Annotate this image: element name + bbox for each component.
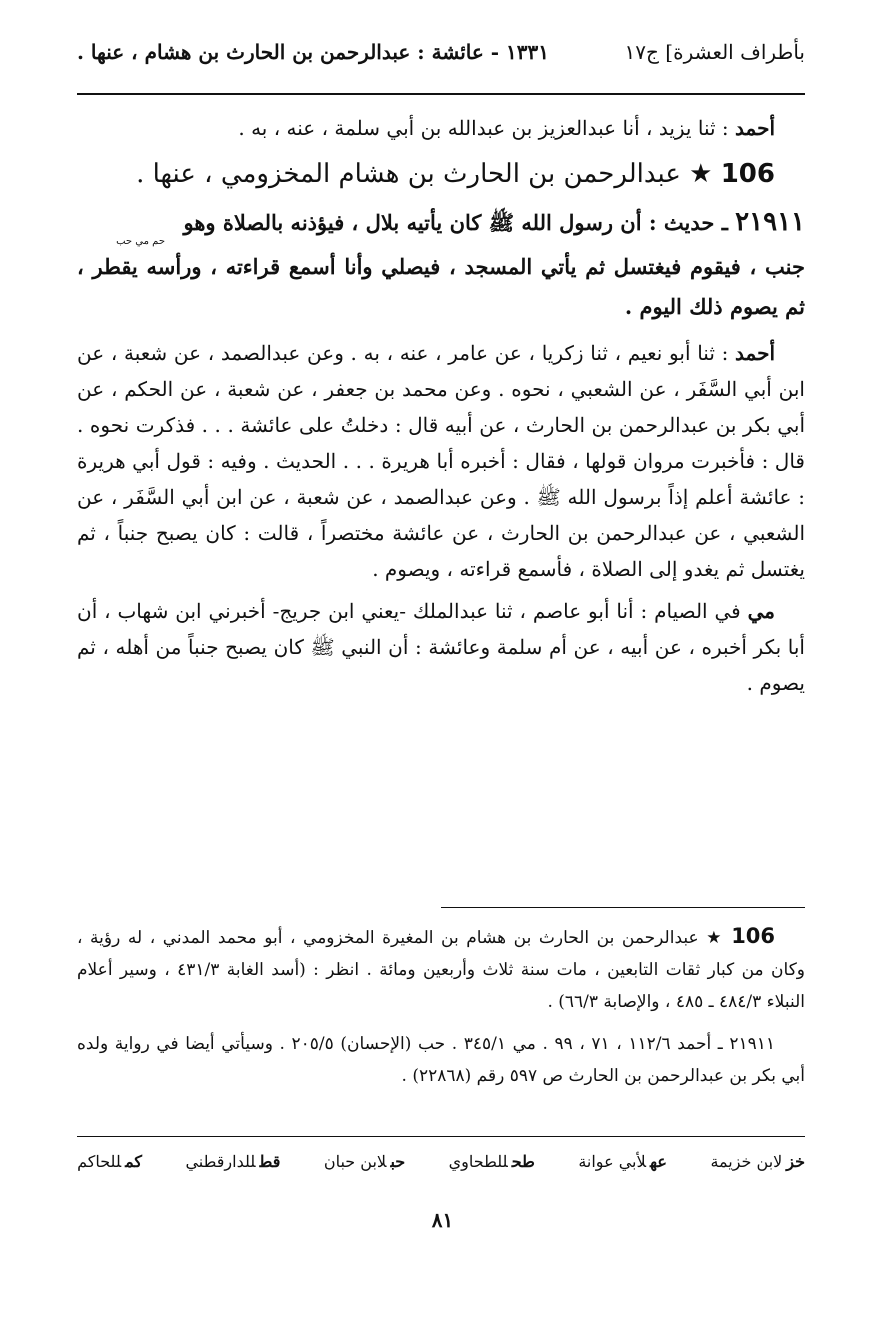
paragraph-text: : ثنا أبو نعيم ، ثنا زكريا ، عن عامر ، عنه ، به . وعن عبدالصمد ، عن شعبة ، عن ابن أبي السَّفَر ، عن الشعبي ، نحوه . وعن محمد بن جعفر ، عن شعبة ، عن الحكم ، عن أبي بكر بن عبدالرحمن بن الحارث ، عن أبيه قال : دخلتُ على عائشة . . . فذكرت نحوه . قال : فأخبرت مروان قولها ، فقال : أخبره أبا هريرة . . . الحديث . وفيه : قول أبي هريرة : عائشة أعلم إذاً برسول الله ﷺ . وعن عبدالصمد ، عن شعبة ، عن ابن أبي السَّفَر ، عن الشعبي ، عن عبدالرحمن بن الحارث ، عن عائشة مختصراً ، قالت : كان يصبح جنباً ، ثم يغتسل ثم يغدو إلى الصلاة ، فأسمع قراءته ، ويصوم . xyxy=(77,341,805,581)
source-sigla-note: حم مي حب xyxy=(116,236,165,247)
star-icon: ★ xyxy=(706,928,724,948)
footnotes xyxy=(77,920,805,1102)
biography-title: عبدالرحمن بن الحارث بن هشام المخزومي ، عنها . xyxy=(136,159,681,189)
paragraph-text: في الصيام : أنا أبو عاصم ، ثنا عبدالملك -يعني ابن جريج- أخبرني ابن شهاب ، أن أبا بكر أخبره ، عن أبيه ، عن أم سلمة وعائشة : أن النبي ﷺ كان يصبح جنباً من أهله ، ثم يصوم . xyxy=(77,599,805,695)
abbreviation-item: قطللدارقطني xyxy=(185,1152,281,1171)
hadith-text-a: أن رسول الله ﷺ كان يأتيه بلال ، فيؤذنه بالصلاة وهو xyxy=(183,210,642,235)
abbreviation-item: حبلابن حبان xyxy=(323,1152,406,1171)
source-label: أحمد xyxy=(735,116,775,140)
abbreviation-item: طحللطحاوي xyxy=(448,1152,535,1171)
biography-heading xyxy=(77,152,805,196)
footnote-rule xyxy=(441,907,805,908)
paragraph-ahmad xyxy=(77,335,805,587)
page-number: ٨١ xyxy=(431,1208,454,1232)
footnote-text: ٢١٩١١ ـ أحمد ١١٢/٦ ، ٧١ ، ٩٩ . مي ٣٤٥/١ . حب (الإحسان) ٢٠٥/٥ . وسيأتي أيضا في رواية ولده أبي بكر بن عبدالرحمن بن الحارث ص ٥٩٧ رقم (٢٢٨٦٨) . xyxy=(77,1034,805,1086)
footnote-hadith xyxy=(77,1028,805,1092)
header-chapter: ١٣٣١ - عائشة : عبدالرحمن بن الحارث بن هشام ، عنها . xyxy=(77,40,549,64)
chain-text: : ثنا يزيد ، أنا عبدالعزيز بن عبدالله بن أبي سلمة ، عنه ، به . xyxy=(238,116,729,140)
hadith-block xyxy=(77,202,805,327)
chain-line xyxy=(77,110,805,146)
footnote-text: عبدالرحمن بن الحارث بن هشام بن المغيرة المخزومي ، أبو محمد المدني ، له رؤية ، وكان من كبار ثقات التابعين ، مات سنة ثلاث وأربعين ومائة . انظر : (أسد الغابة ٤٣١/٣ ، وسير أعلام النبلاء ٤٨٤/٣ ـ ٤٨٥ ، والإصابة ٦٦/٣) . xyxy=(77,928,805,1012)
source-label: مي xyxy=(747,599,776,623)
running-header xyxy=(77,40,805,64)
footnote-biography xyxy=(77,920,805,1018)
abbreviations-rule xyxy=(77,1136,805,1137)
header-volume: بأطراف العشرة] ج١٧ xyxy=(624,40,805,64)
abbreviation-item: كمللحاكم xyxy=(77,1152,142,1171)
star-icon: ★ xyxy=(689,159,713,189)
hadith-label: ـ حديث : xyxy=(648,210,728,235)
source-label: أحمد xyxy=(735,341,775,365)
biography-number: 106 xyxy=(720,159,775,189)
header-rule xyxy=(77,93,805,95)
abbreviation-item: خزلابن خزيمة xyxy=(710,1152,805,1171)
footnote-number: 106 xyxy=(731,924,776,948)
main-text xyxy=(77,110,805,707)
abbreviation-item: عهلأبي عوانة xyxy=(578,1152,667,1171)
hadith-text-b: جنب ، فيقوم فيغتسل ثم يأتي المسجد ، فيصلي وأنا أسمع قراءته ، ورأسه يقطر ، ثم يصوم ذلك اليوم . xyxy=(77,254,805,319)
paragraph-darimi xyxy=(77,593,805,701)
hadith-number: ٢١٩١١ xyxy=(735,207,805,237)
abbreviations-key xyxy=(77,1152,805,1171)
